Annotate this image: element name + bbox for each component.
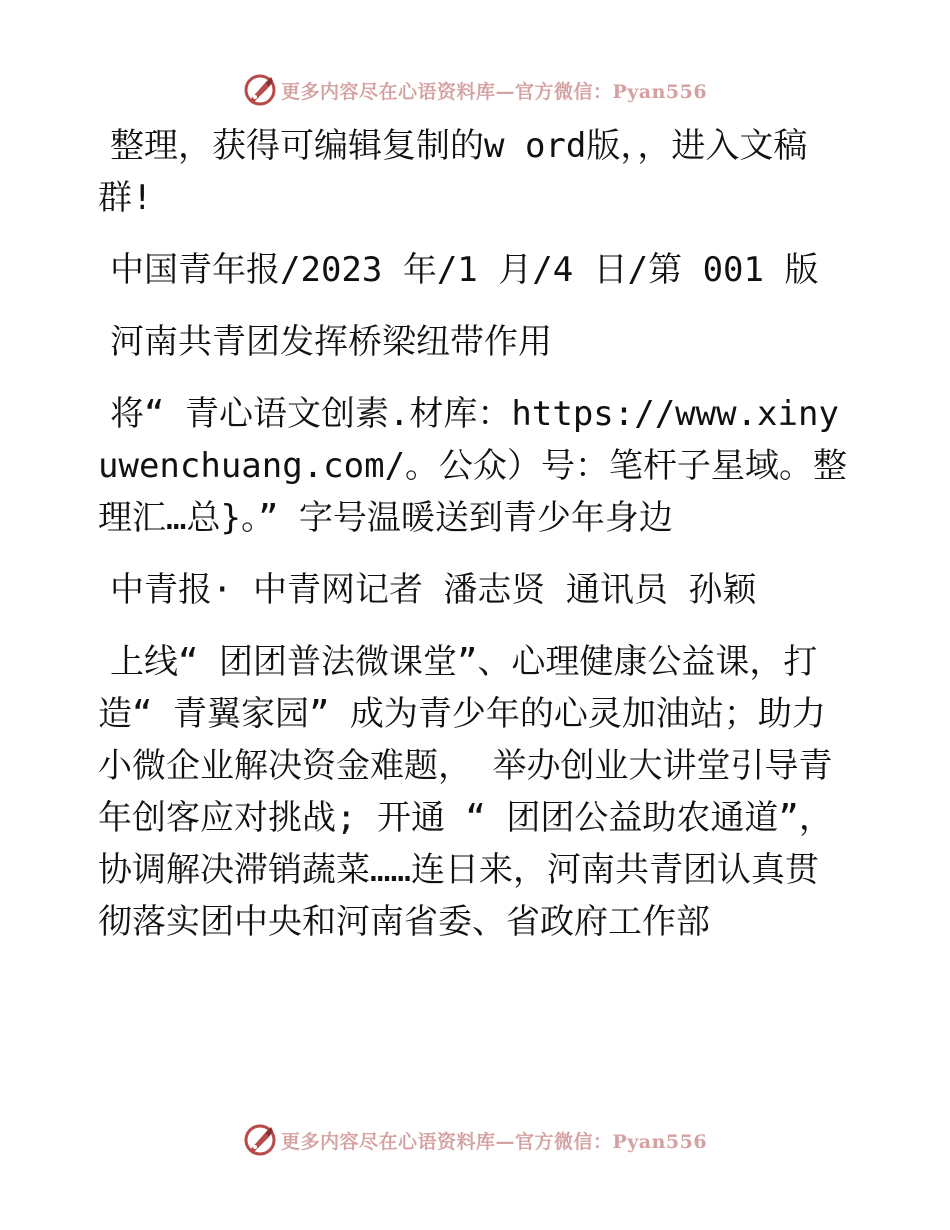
article-title: 河南共青团发挥桥梁纽带作用 xyxy=(110,322,552,362)
footer-watermark-banner xyxy=(0,1120,950,1160)
watermark-text: 更多内容尽在心语资料库—官方微信：Pyan556 xyxy=(280,80,708,103)
subtitle-paragraph: 将“ 青心语文创素.材库：https://www.xinyuwenchuang.com/。公众）号：笔杆子星域。整理汇…总}。” 字号温暖送到青少年身边 xyxy=(98,394,848,538)
intro-paragraph: 整理，获得可编辑复制的w ord版，，进入文稿群! xyxy=(98,126,808,218)
body-paragraph: 上线“ 团团普法微课堂”、心理健康公益课，打造“ 青翼家园” 成为青少年的心灵加油站；助力小微企业解决资金难题， 举办创业大讲堂引导青年创客应对挑战; 开通 “ 团团公益助农通道”，协调解决滞销蔬菜……连日来，河南共青团认真贯彻落实团中央和河南省委、省政府工作部 xyxy=(98,642,833,942)
pen-nib-logo-icon xyxy=(243,73,277,107)
header-watermark-banner xyxy=(0,70,950,110)
publication-line: 中国青年报/2023 年/1 月/4 日/第 001 版 xyxy=(110,250,819,290)
document-body xyxy=(98,120,850,968)
watermark-text: 更多内容尽在心语资料库—官方微信：Pyan556 xyxy=(280,1130,708,1153)
byline: 中青报· 中青网记者 潘志贤 通讯员 孙颖 xyxy=(110,570,757,610)
pen-nib-logo-icon xyxy=(243,1123,277,1157)
